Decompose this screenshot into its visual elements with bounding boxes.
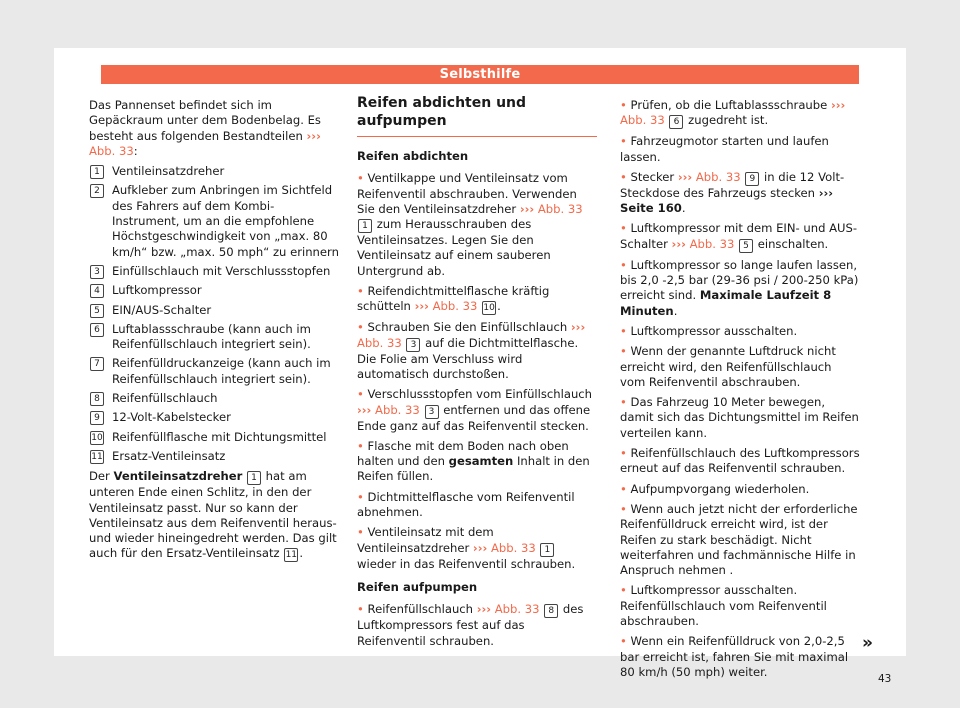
section-title: Reifen abdichten und aufpumpen [357, 94, 597, 137]
figure-ref-link[interactable]: ››› Abb. 33 [519, 201, 583, 216]
item-number-badge: 2 [90, 184, 104, 198]
item-number-badge: 10 [91, 432, 103, 443]
step-item: • Wenn der genannte Luftdruck nicht erreicht wird, den Reifenfüllschlauch vom Reifenventil abschrauben. [620, 344, 836, 389]
list-item: 10 Reifenfüllflasche mit Dichtungsmittel [91, 429, 327, 444]
step-item: • Stecker ››› Abb. 33 9 in die 12 Volt-Steckdose des Fahrzeugs stecken ››› Seite 160. [620, 169, 845, 216]
figure-ref-link[interactable]: ››› Abb. 33 [620, 98, 846, 128]
list-item: 4 Luftkompressor [89, 283, 339, 298]
item-number-badge: 7 [90, 357, 104, 371]
figure-ref-link[interactable]: ››› Abb. 33 [357, 402, 420, 417]
item-number-badge: 5 [90, 304, 104, 318]
step-item: • Prüfen, ob die Luftablassschraube ››› Abb. 33 6 zugedreht ist. [620, 98, 846, 128]
list-item: 6 Luftablassschraube (kann auch im Reifenfüllschlauch integriert sein). [89, 322, 339, 353]
step-item: • Ventileinsatz mit dem Ventileinsatzdreher ››› Abb. 33 1 wieder in das Reifenventil schrauben. [357, 525, 576, 571]
figure-ref-link[interactable]: ››› Abb. 33 [414, 299, 478, 314]
list-item: 3 Einfüllschlauch mit Verschlussstopfen [89, 264, 339, 279]
manual-page [54, 48, 906, 685]
item-number-badge: 11 [91, 451, 103, 462]
step-item: • Reifendichtmittelflasche kräftig schütteln ››› Abb. 33 10 . [357, 284, 550, 314]
list-item: 11 Ersatz-Ventileinsatz [91, 448, 226, 463]
item-number-badge: 4 [90, 284, 104, 298]
figure-ref-link[interactable]: ››› Abb. 33 [476, 602, 540, 617]
valve-tool-paragraph: Der Ventileinsatzdreher 1 hat am unteren Ende einen Schlitz, in den der Ventileinsatz passt. Nur so kann der Ventileinsatz aus dem Reifenventil heraus- und wieder hineingedreht werden. Das gilt auch für den Ersatz-Ventileinsatz 11 . [89, 469, 337, 561]
figure-ref-link[interactable]: ››› Abb. 33 [472, 540, 536, 555]
item-number-badge: 3 [90, 265, 104, 279]
column-right [620, 98, 860, 685]
figure-ref-link[interactable]: ››› Abb. 33 [357, 320, 586, 350]
list-item: 5 EIN/AUS-Schalter [89, 303, 339, 318]
item-number-badge: 8 [90, 392, 104, 406]
step-item: • Luftkompressor mit dem EIN- und AUS-Schalter ››› Abb. 33 5 einschalten. [620, 221, 858, 251]
step-item: • Reifenfüllschlauch ››› Abb. 33 8 des Luftkompressors fest auf das Reifenventil schrauben. [357, 602, 584, 648]
step-item: • Reifenfüllschlauch des Luftkompressors erneut auf das Reifenventil schrauben. [620, 446, 860, 476]
item-number-badge: 1 [90, 165, 104, 179]
figure-ref-link[interactable]: ››› Abb. 33 [671, 236, 735, 251]
column-middle [357, 95, 597, 654]
step-item: • Ventilkappe und Ventileinsatz vom Reifenventil abschrauben. Verwenden Sie den Ventileinsatzdreher ››› Abb. 33 1 zum Herausschrauben des Ventileinsatzes. Legen Sie den Ventileinsatz auf einem sauberen Untergrund ab. [357, 171, 583, 278]
page-number: 43 [878, 673, 892, 685]
step-item: • Verschlussstopfen vom Einfüllschlauch ››› Abb. 33 3 entfernen und das offene Ende ganz auf das Reifenventil stecken. [357, 387, 593, 433]
step-item: • Luftkompressor so lange laufen lassen, bis 2,0 -2,5 bar (29-36 psi / 200-250 kPa) erreicht sind. Maximale Laufzeit 8 Minuten. [620, 257, 859, 318]
step-item: • Wenn auch jetzt nicht der erforderliche Reifenfülldruck erreicht wird, ist der Reifen zu stark beschädigt. Nicht weiterfahren und fachmännische Hilfe in Anspruch nehmen . [620, 501, 858, 578]
figure-ref-link[interactable]: ››› Abb. 33 [89, 128, 321, 158]
list-item: 1 Ventileinsatzdreher [89, 164, 339, 179]
continue-arrow-icon: » [862, 633, 873, 653]
list-item: 7 Reifenfülldruckanzeige (kann auch im Reifenfüllschlauch integriert sein). [89, 356, 339, 387]
list-item: 2 Aufkleber zum Anbringen im Sichtfeld des Fahrers auf dem Kombi-Instrument, um an die empfohlene Höchstgeschwindigkeit von „max. 80 km/h“ bzw. „max. 50 mph“ zu erinnern [89, 183, 339, 259]
intro-paragraph: Das Pannenset befindet sich im Gepäckraum unter dem Bodenbelag. Es besteht aus folgenden Bestandteilen ››› Abb. 33: [89, 98, 321, 158]
step-item: • Luftkompressor ausschalten. [620, 323, 798, 338]
step-item: • Dichtmittelflasche vom Reifenventil abnehmen. [357, 489, 575, 520]
column-left [89, 98, 339, 567]
step-item: • Wenn ein Reifenfülldruck von 2,0-2,5 bar erreicht ist, fahren Sie mit maximal 80 km/h (50 mph) weiter. [620, 634, 849, 679]
step-item: • Schrauben Sie den Einfüllschlauch ››› Abb. 33 3 auf die Dichtmittelflasche. Die Folie am Verschluss wird automatisch durchstoßen. [357, 320, 586, 381]
subheading-seal: Reifen abdichten [357, 149, 469, 163]
component-list [89, 164, 339, 464]
step-item: • Luftkompressor ausschalten. Reifenfüllschlauch vom Reifenventil abschrauben. [620, 583, 827, 629]
chapter-header: Selbsthilfe [101, 65, 859, 84]
list-item: 9 12-Volt-Kabelstecker [89, 410, 339, 425]
page-ref-link[interactable]: ››› Seite 160 [620, 185, 834, 216]
step-item: • Flasche mit dem Boden nach oben halten und den gesamten Inhalt in den Reifen füllen. [357, 438, 590, 484]
list-item: 8 Reifenfüllschlauch [89, 391, 339, 406]
figure-ref-link[interactable]: ››› Abb. 33 [677, 169, 741, 184]
step-item: • Das Fahrzeug 10 Meter bewegen, damit sich das Dichtungsmittel im Reifen verteilen kann. [620, 395, 859, 440]
step-item: • Aufpumpvorgang wiederholen. [620, 481, 810, 496]
step-item: • Fahrzeugmotor starten und laufen lassen. [620, 134, 829, 164]
item-number-badge: 9 [90, 411, 104, 425]
subheading-inflate: Reifen aufpumpen [357, 579, 478, 594]
item-number-badge: 6 [90, 323, 104, 337]
